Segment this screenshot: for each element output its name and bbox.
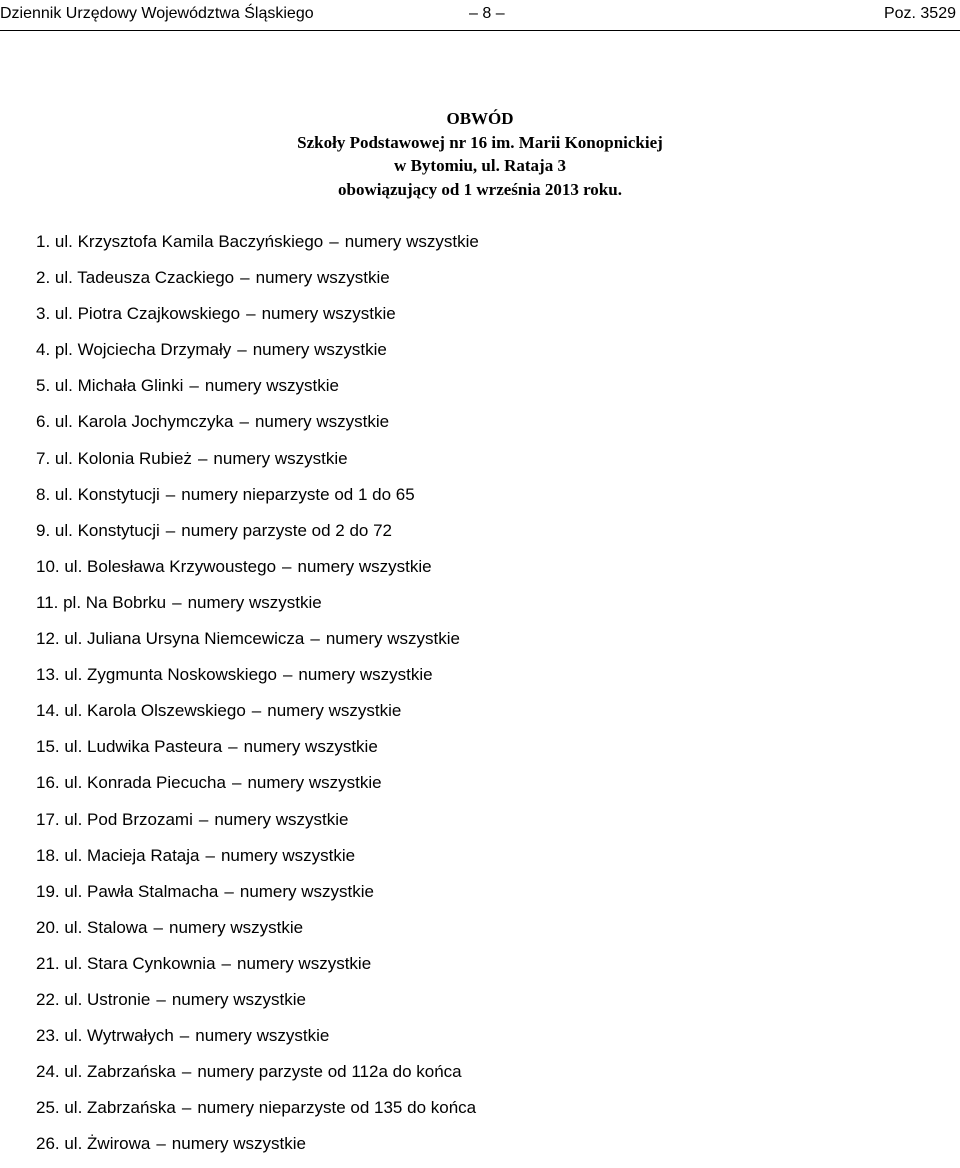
street-numbers: numery wszystkie	[195, 1026, 330, 1046]
street-name: 2. ul. Tadeusza Czackiego	[36, 268, 235, 288]
title-line-4: obowiązujący od 1 września 2013 roku.	[338, 179, 622, 199]
street-name: 14. ul. Karola Olszewskiego	[36, 701, 246, 721]
separator-dash: –	[251, 701, 262, 721]
street-name: 10. ul. Bolesława Krzywoustego	[36, 556, 277, 576]
street-name: 23. ul. Wytrwałych	[36, 1026, 174, 1046]
street-numbers: numery wszystkie	[254, 412, 390, 432]
street-name: 11. pl. Na Bobrku	[36, 592, 167, 612]
street-numbers: numery wszystkie	[171, 989, 306, 1009]
separator-dash: –	[228, 737, 238, 757]
street-numbers: numery wszystkie	[255, 268, 390, 288]
separator-dash: –	[239, 412, 249, 432]
separator-dash: –	[310, 629, 320, 649]
separator-dash: –	[205, 845, 215, 865]
title-line-1: OBWÓD	[446, 109, 514, 128]
street-name: 26. ul. Żwirowa	[36, 1134, 151, 1154]
street-numbers: numery wszystkie	[344, 232, 479, 251]
list-item	[36, 1024, 479, 1060]
street-name: 4. pl. Wojciecha Drzymały	[36, 340, 232, 360]
separator-dash: –	[246, 304, 256, 324]
separator-dash: –	[165, 520, 176, 540]
list-item	[36, 627, 479, 663]
page-number: – 8 –	[469, 5, 505, 22]
street-name: 24. ul. Zabrzańska	[36, 1062, 176, 1082]
list-item	[36, 302, 479, 338]
list-item	[36, 230, 479, 266]
street-name: 9. ul. Konstytucji	[36, 520, 160, 540]
list-item	[36, 447, 479, 483]
list-item	[36, 771, 479, 807]
street-numbers: numery wszystkie	[243, 737, 378, 757]
street-name: 17. ul. Pod Brzozami	[36, 809, 193, 829]
header-divider	[0, 30, 960, 31]
street-name: 22. ul. Ustronie	[36, 989, 151, 1009]
separator-dash: –	[156, 1134, 166, 1154]
list-item	[36, 519, 479, 555]
street-name: 12. ul. Juliana Ursyna Niemcewicza	[36, 629, 305, 649]
title-line-3: w Bytomiu, ul. Rataja 3	[394, 156, 566, 175]
document-title	[0, 107, 960, 201]
street-name: 20. ul. Stalowa	[36, 917, 148, 937]
street-name: 16. ul. Konrada Piecucha	[36, 773, 226, 793]
separator-dash: –	[172, 592, 182, 612]
list-item	[36, 808, 479, 844]
separator-dash: –	[231, 773, 242, 793]
street-name: 13. ul. Zygmunta Noskowskiego	[36, 665, 277, 685]
street-numbers: numery wszystkie	[220, 845, 356, 865]
list-item	[36, 483, 479, 519]
street-name: 19. ul. Pawła Stalmacha	[36, 881, 219, 901]
street-numbers: numery wszystkie	[261, 304, 396, 324]
street-name: 15. ul. Ludwika Pasteura	[36, 737, 223, 757]
street-name: 18. ul. Macieja Rataja	[36, 845, 200, 865]
separator-dash: –	[189, 376, 199, 396]
list-item	[36, 699, 479, 735]
separator-dash: –	[179, 1026, 190, 1046]
list-item	[36, 1060, 479, 1096]
separator-dash: –	[181, 1098, 192, 1118]
street-numbers: numery wszystkie	[204, 376, 339, 396]
list-item	[36, 338, 479, 374]
list-item	[36, 844, 479, 880]
list-item	[36, 266, 479, 302]
street-name: 25. ul. Zabrzańska	[36, 1098, 176, 1118]
street-numbers: numery wszystkie	[187, 592, 322, 612]
list-item	[36, 374, 479, 410]
street-name: 6. ul. Karola Jochymczyka	[36, 412, 234, 432]
street-numbers: numery wszystkie	[252, 340, 387, 360]
page-header	[0, 5, 960, 27]
list-item	[36, 988, 479, 1024]
list-item	[36, 555, 479, 591]
street-list	[36, 230, 479, 1168]
separator-dash: –	[240, 268, 250, 288]
street-name: 1. ul. Krzysztofa Kamila Baczyńskiego	[36, 232, 324, 251]
street-numbers: numery wszystkie	[325, 629, 460, 649]
list-item	[36, 1132, 479, 1168]
separator-dash: –	[198, 809, 209, 829]
street-numbers: numery wszystkie	[171, 1134, 306, 1154]
separator-dash: –	[197, 448, 208, 468]
separator-dash: –	[237, 340, 247, 360]
street-numbers: numery wszystkie	[237, 953, 372, 973]
list-item	[36, 1096, 479, 1132]
title-line-2: Szkoły Podstawowej nr 16 im. Marii Konopnickiej	[297, 132, 663, 152]
list-item	[36, 952, 479, 988]
separator-dash: –	[165, 484, 176, 504]
street-name: 21. ul. Stara Cynkownia	[36, 953, 216, 973]
list-item	[36, 591, 479, 627]
street-numbers: numery nieparzyste od 1 do 65	[181, 484, 415, 504]
street-numbers: numery wszystkie	[213, 448, 348, 468]
separator-dash: –	[221, 953, 232, 973]
separator-dash: –	[329, 232, 339, 251]
list-item	[36, 880, 479, 916]
street-name: 7. ul. Kolonia Rubież	[36, 448, 192, 468]
journal-name: Dziennik Urzędowy Województwa Śląskiego	[0, 5, 314, 22]
separator-dash: –	[282, 665, 293, 685]
street-numbers: numery parzyste od 112a do końca	[197, 1062, 462, 1082]
street-name: 5. ul. Michała Glinki	[36, 376, 184, 396]
list-item	[36, 663, 479, 699]
street-numbers: numery wszystkie	[239, 881, 374, 901]
street-name: 3. ul. Piotra Czajkowskiego	[36, 304, 241, 324]
street-numbers: numery wszystkie	[168, 917, 304, 937]
street-numbers: numery nieparzyste od 135 do końca	[197, 1098, 477, 1118]
position-number: Poz. 3529	[883, 5, 956, 22]
list-item	[36, 916, 479, 952]
street-numbers: numery wszystkie	[267, 701, 402, 721]
separator-dash: –	[153, 917, 163, 937]
street-numbers: numery parzyste od 2 do 72	[181, 520, 392, 540]
street-name: 8. ul. Konstytucji	[36, 484, 160, 504]
separator-dash: –	[224, 881, 234, 901]
list-item	[36, 410, 479, 446]
separator-dash: –	[156, 989, 166, 1009]
street-numbers: numery wszystkie	[297, 556, 432, 576]
street-numbers: numery wszystkie	[214, 809, 349, 829]
separator-dash: –	[282, 556, 292, 576]
street-numbers: numery wszystkie	[247, 773, 382, 793]
street-numbers: numery wszystkie	[298, 665, 433, 685]
list-item	[36, 735, 479, 771]
separator-dash: –	[181, 1062, 192, 1082]
